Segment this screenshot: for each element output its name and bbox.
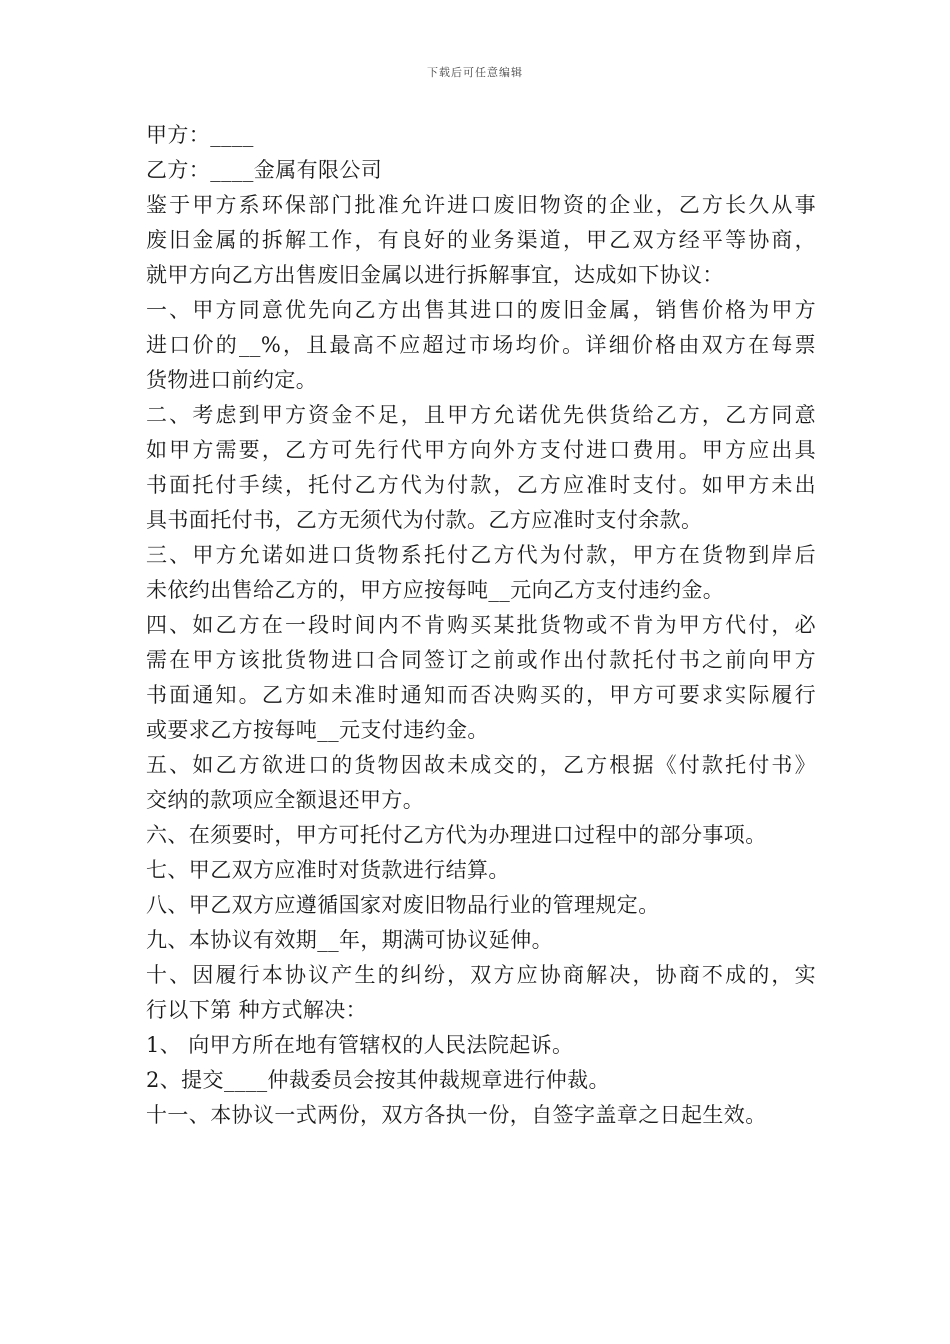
document-line: 一、甲方同意优先向乙方出售其进口的废旧金属，销售价格为甲方 xyxy=(146,298,816,322)
document-line: 十、因履行本协议产生的纠纷，双方应协商解决，协商不成的，实 xyxy=(146,963,816,987)
document-line: 乙方：____金属有限公司 xyxy=(146,158,383,182)
document-body xyxy=(146,118,816,1133)
document-line: 甲方：____ xyxy=(146,123,254,147)
document-line: 需在甲方该批货物进口合同签订之前或作出付款托付书之前向甲方 xyxy=(146,648,816,672)
document-line: 书面通知。乙方如未准时通知而否决购买的，甲方可要求实际履行 xyxy=(146,683,816,707)
document-line: 行以下第 种方式解决： xyxy=(146,998,368,1022)
document-line: 货物进口前约定。 xyxy=(146,368,318,392)
document-line: 未依约出售给乙方的，甲方应按每吨__元向乙方支付违约金。 xyxy=(146,578,725,602)
document-line: 如甲方需要，乙方可先行代甲方向外方支付进口费用。甲方应出具 xyxy=(146,438,816,462)
document-line: 或要求乙方按每吨__元支付违约金。 xyxy=(146,718,489,742)
document-line: 2、提交____仲裁委员会按其仲裁规章进行仲裁。 xyxy=(146,1068,610,1092)
document-line: 七、甲乙双方应准时对货款进行结算。 xyxy=(146,858,510,882)
document-line: 九、本协议有效期__年，期满可协议延伸。 xyxy=(146,928,553,952)
document-line: 就甲方向乙方出售废旧金属以进行拆解事宜，达成如下协议： xyxy=(146,263,724,287)
page-header-note: 下载后可任意编辑 xyxy=(427,66,523,79)
document-line: 二、考虑到甲方资金不足，且甲方允诺优先供货给乙方，乙方同意 xyxy=(146,403,816,427)
document-line: 六、在须要时，甲方可托付乙方代为办理进口过程中的部分事项。 xyxy=(146,823,767,847)
document-line: 书面托付手续，托付乙方代为付款，乙方应准时支付。如甲方未出 xyxy=(146,473,816,497)
document-line: 八、甲乙双方应遵循国家对废旧物品行业的管理规定。 xyxy=(146,893,660,917)
document-line: 四、如乙方在一段时间内不肯购买某批货物或不肯为甲方代付，必 xyxy=(146,613,816,637)
document-line: 进口价的__%，且最高不应超过市场均价。详细价格由双方在每票 xyxy=(146,333,816,357)
document-line: 三、甲方允诺如进口货物系托付乙方代为付款，甲方在货物到岸后 xyxy=(146,543,816,567)
document-line: 交纳的款项应全额退还甲方。 xyxy=(146,788,425,812)
document-line: 五、如乙方欲进口的货物因故未成交的，乙方根据《付款托付书》 xyxy=(146,753,816,777)
document-line: 鉴于甲方系环保部门批准允许进口废旧物资的企业，乙方长久从事 xyxy=(146,193,816,217)
document-line: 废旧金属的拆解工作，有良好的业务渠道，甲乙双方经平等协商， xyxy=(146,228,816,252)
document-line: 1、 向甲方所在地有管辖权的人民法院起诉。 xyxy=(146,1033,574,1057)
document-line: 十一、本协议一式两份，双方各执一份，自签字盖章之日起生效。 xyxy=(146,1103,767,1127)
document-line: 具书面托付书，乙方无须代为付款。乙方应准时支付余款。 xyxy=(146,508,703,532)
